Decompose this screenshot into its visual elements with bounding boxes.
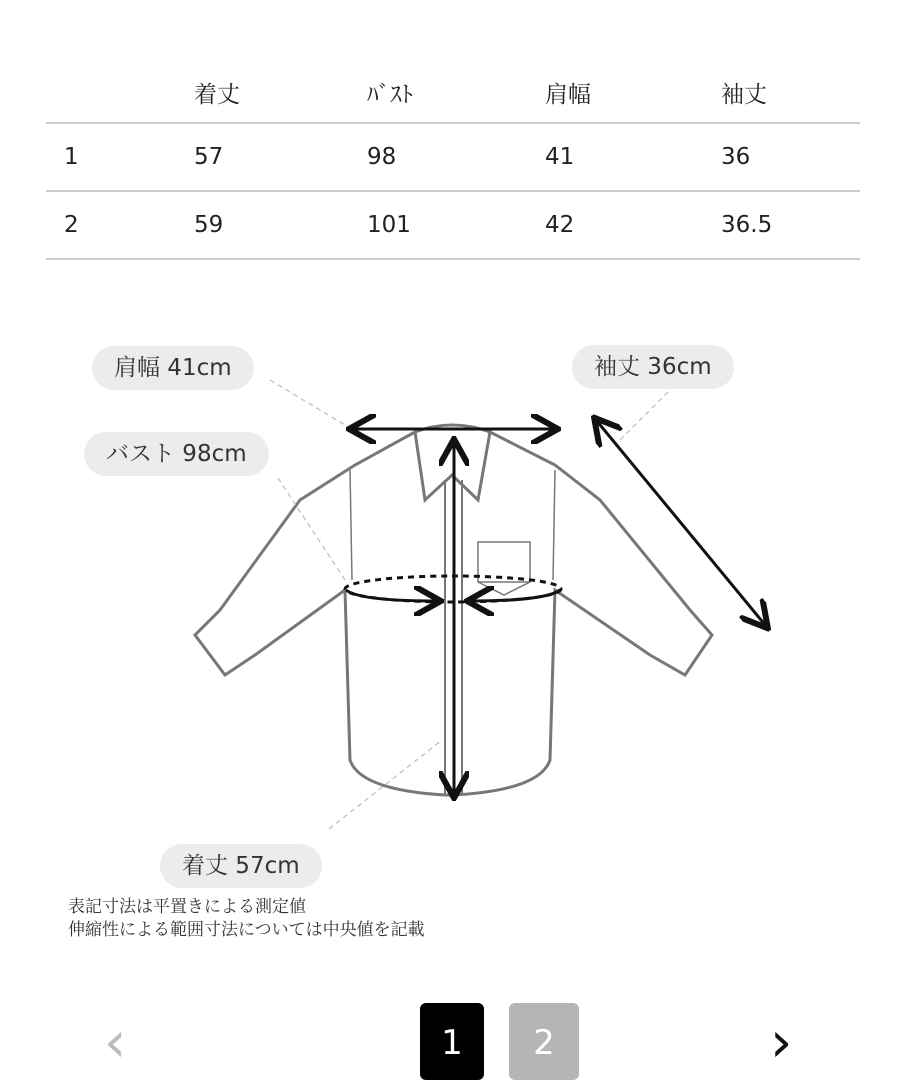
next-arrow-icon[interactable]: › — [770, 1010, 793, 1075]
length-label: 着丈 57cm — [160, 844, 322, 888]
cell: 2 — [46, 191, 194, 259]
page-1-button[interactable]: 1 — [420, 1003, 484, 1080]
cell: 101 — [367, 191, 545, 259]
shirt-diagram — [0, 330, 904, 830]
measurement-notes — [68, 896, 425, 942]
header-cell — [46, 62, 194, 123]
cell: 42 — [545, 191, 721, 259]
note-line: 伸縮性による範囲寸法については中央値を記載 — [68, 920, 425, 940]
prev-arrow-icon[interactable]: ‹ — [104, 1010, 127, 1075]
header-cell: 袖丈 — [721, 81, 767, 108]
bust-label: バスト 98cm — [84, 432, 269, 476]
table-row — [46, 191, 860, 259]
cell: 36.5 — [721, 191, 860, 259]
cell: 98 — [367, 123, 545, 191]
size-table — [46, 62, 860, 260]
table-header — [46, 62, 860, 123]
header-cell: ﾊﾞｽﾄ — [367, 81, 413, 108]
cell: 41 — [545, 123, 721, 191]
sleeve-label: 袖丈 36cm — [572, 345, 734, 389]
note-line: 表記寸法は平置きによる測定値 — [68, 897, 306, 917]
cell: 36 — [721, 123, 860, 191]
cell: 59 — [194, 191, 367, 259]
table-row — [46, 123, 860, 191]
header-cell: 肩幅 — [545, 81, 591, 108]
cell: 57 — [194, 123, 367, 191]
shoulder-label: 肩幅 41cm — [92, 346, 254, 390]
cell: 1 — [46, 123, 194, 191]
page-2-button[interactable]: 2 — [509, 1003, 579, 1080]
header-cell: 着丈 — [194, 81, 240, 108]
